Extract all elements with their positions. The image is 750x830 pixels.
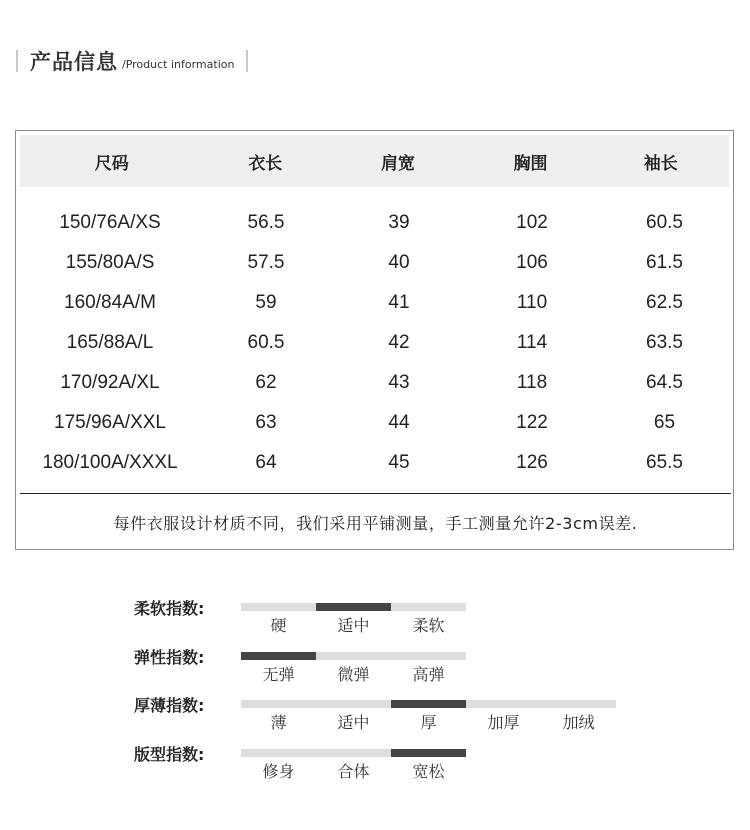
- section-header: [16, 48, 248, 74]
- index-option: 硬: [270, 616, 287, 635]
- cell-length: 57.5: [247, 252, 285, 273]
- index-option: 无弹: [262, 665, 295, 684]
- thickness-index: [0, 695, 750, 743]
- column-header-chest: 胸围: [513, 153, 548, 174]
- index-options: [241, 664, 466, 686]
- index-option: 薄: [270, 713, 287, 732]
- table-row: [16, 243, 735, 283]
- cell-sleeve: 63.5: [646, 332, 683, 353]
- scale-segment: [541, 700, 616, 708]
- cell-shoulder: 44: [388, 412, 410, 433]
- index-scale-track: [241, 652, 466, 660]
- cell-shoulder: 43: [388, 372, 410, 393]
- scale-segment: [316, 603, 391, 611]
- scale-segment: [316, 749, 391, 757]
- cell-length: 62: [255, 372, 277, 393]
- index-label: 版型指数:: [134, 745, 205, 764]
- cell-chest: 102: [516, 212, 548, 233]
- header-left-bar: [16, 50, 18, 72]
- scale-segment: [241, 603, 316, 611]
- column-header-shoulder: 肩宽: [380, 153, 415, 174]
- size-table: [15, 130, 734, 550]
- header-right-bar: [246, 50, 248, 72]
- section-title: 产品信息: [30, 50, 118, 74]
- index-label: 柔软指数:: [134, 599, 205, 618]
- index-option: 修身: [262, 762, 295, 781]
- index-options: [241, 615, 466, 637]
- table-row: [16, 323, 735, 363]
- cell-size: 175/96A/XXL: [54, 412, 166, 433]
- cell-chest: 118: [516, 372, 548, 393]
- index-option: 合体: [337, 762, 370, 781]
- scale-segment: [316, 652, 391, 660]
- index-option: 适中: [337, 616, 370, 635]
- table-header-row: [20, 135, 729, 187]
- table-row: [16, 443, 735, 483]
- cell-sleeve: 62.5: [646, 292, 683, 313]
- column-header-length: 衣长: [248, 153, 283, 174]
- scale-segment: [391, 700, 466, 708]
- scale-segment: [391, 749, 466, 757]
- cell-size: 160/84A/M: [64, 292, 156, 313]
- cell-shoulder: 42: [388, 332, 410, 353]
- table-divider: [20, 493, 731, 494]
- scale-segment: [241, 700, 316, 708]
- cell-sleeve: 65: [653, 412, 676, 433]
- cell-length: 59: [255, 292, 277, 313]
- cell-chest: 122: [516, 412, 548, 433]
- scale-segment: [316, 700, 391, 708]
- cell-shoulder: 39: [388, 212, 410, 233]
- cell-size: 165/88A/L: [66, 332, 154, 353]
- scale-segment: [391, 603, 466, 611]
- softness-index: [0, 598, 750, 646]
- cell-size: 150/76A/XS: [59, 212, 161, 233]
- cell-chest: 114: [516, 332, 548, 353]
- index-scale-track: [241, 603, 466, 611]
- table-row: [16, 283, 735, 323]
- cell-sleeve: 61.5: [646, 252, 683, 273]
- index-option: 宽松: [412, 762, 445, 781]
- index-option: 厚: [420, 713, 437, 732]
- index-scale-track: [241, 749, 466, 757]
- cell-chest: 110: [516, 292, 548, 313]
- cell-chest: 106: [516, 252, 548, 273]
- cell-sleeve: 64.5: [646, 372, 683, 393]
- cell-sleeve: 60.5: [646, 212, 683, 233]
- cell-chest: 126: [516, 452, 548, 473]
- cell-length: 56.5: [247, 212, 285, 233]
- index-options: [241, 761, 466, 783]
- index-options: [241, 712, 616, 734]
- elasticity-index: [0, 647, 750, 695]
- table-row: [16, 203, 735, 243]
- cell-length: 63: [255, 412, 277, 433]
- cell-shoulder: 40: [388, 252, 410, 273]
- index-label: 厚薄指数:: [134, 696, 205, 715]
- column-header-sleeve: 袖长: [643, 153, 678, 174]
- index-option: 适中: [337, 713, 370, 732]
- column-header-size: 尺码: [94, 153, 129, 174]
- cell-shoulder: 41: [388, 292, 410, 313]
- index-option: 柔软: [412, 616, 445, 635]
- index-scale-track: [241, 700, 616, 708]
- scale-segment: [391, 652, 466, 660]
- cell-shoulder: 45: [388, 452, 410, 473]
- cell-sleeve: 65.5: [646, 452, 683, 473]
- cell-length: 64: [255, 452, 277, 473]
- cell-size: 180/100A/XXXL: [42, 452, 178, 473]
- cell-size: 155/80A/S: [65, 252, 155, 273]
- index-option: 微弹: [337, 665, 370, 684]
- fit-index: [0, 744, 750, 792]
- index-option: 加绒: [562, 713, 595, 732]
- section-subtitle: /Product information: [122, 57, 235, 71]
- table-row: [16, 403, 735, 443]
- cell-length: 60.5: [247, 332, 285, 353]
- index-option: 加厚: [487, 713, 520, 732]
- table-row: [16, 363, 735, 403]
- measurement-note: 每件衣服设计材质不同，我们采用平铺测量，手工测量允许2-3cm误差.: [113, 514, 638, 533]
- index-label: 弹性指数:: [134, 648, 205, 667]
- index-option: 高弹: [412, 665, 445, 684]
- table-body: [16, 203, 735, 483]
- scale-segment: [466, 700, 541, 708]
- scale-segment: [241, 652, 316, 660]
- cell-size: 170/92A/XL: [60, 372, 160, 393]
- scale-segment: [241, 749, 316, 757]
